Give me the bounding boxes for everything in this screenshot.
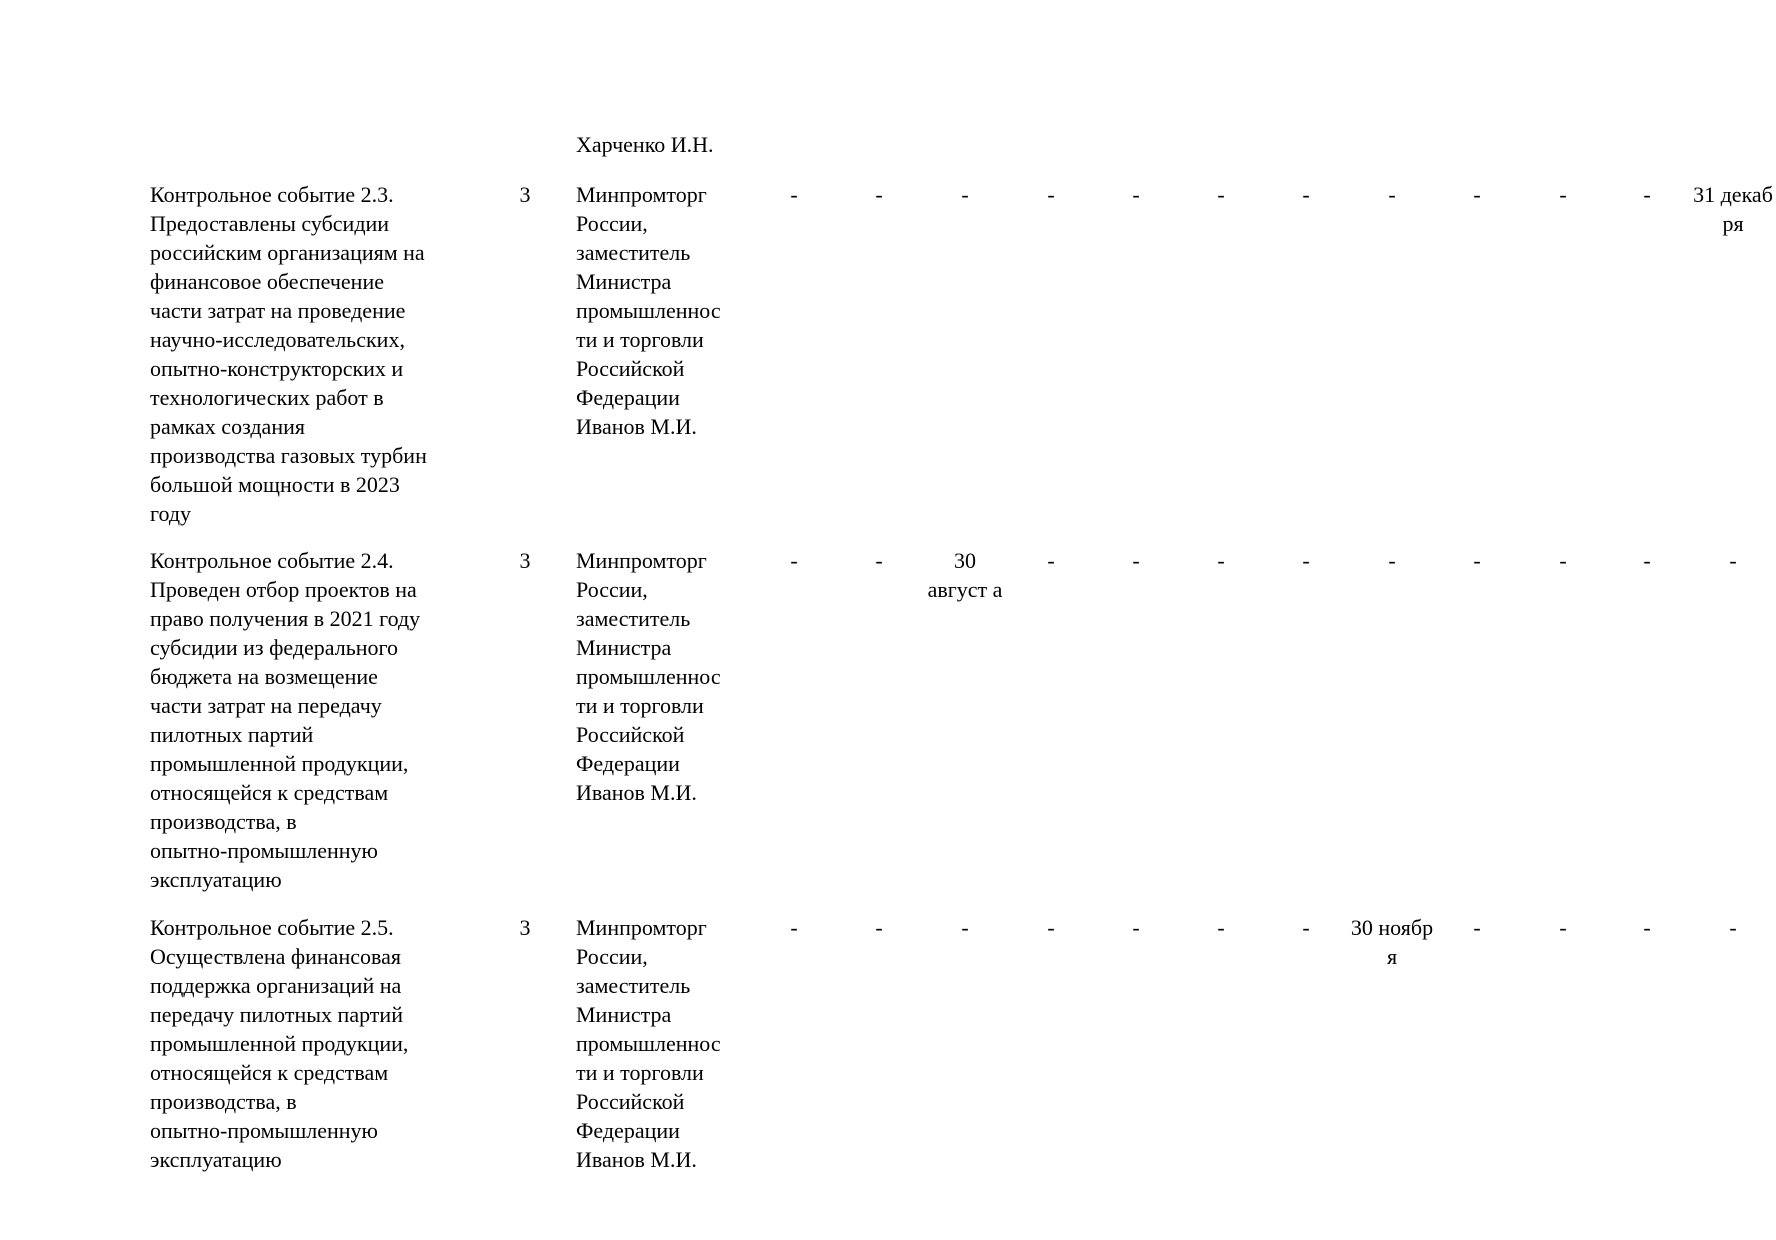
month-cell: - — [1132, 548, 1140, 573]
month-cell: - — [790, 182, 798, 207]
month-cell: - — [1473, 182, 1481, 207]
month-cell: - — [1729, 915, 1737, 940]
month-cell: - — [1559, 915, 1567, 940]
month-cell: - — [1388, 182, 1396, 207]
month-cell: - — [1473, 548, 1481, 573]
event-description: Контрольное событие 2.5. Осуществлена финансовая поддержка организаций на передачу пилотных партий промышленной продукции, относящейся к средствам производства, в опытно-промышленную эксплуатацию — [150, 915, 409, 1172]
event-responsible: Минпромторг России, заместитель Министра промышленнос ти и торговли Российской Федерации Иванов М.И. — [576, 182, 721, 439]
month-cell: - — [1217, 182, 1225, 207]
month-cell: - — [875, 548, 883, 573]
month-cell: 30 ноябр я — [1350, 915, 1434, 969]
month-cell: - — [1473, 915, 1481, 940]
month-cell: - — [961, 915, 969, 940]
responsible-continuation: Харченко И.Н. — [576, 132, 714, 157]
month-cell: - — [1217, 915, 1225, 940]
month-cell: - — [1388, 548, 1396, 573]
event-level: 3 — [519, 548, 531, 573]
event-responsible: Минпромторг России, заместитель Министра промышленнос ти и торговли Российской Федерации Иванов М.И. — [576, 548, 721, 805]
month-cell: - — [875, 915, 883, 940]
month-cell: - — [1302, 548, 1310, 573]
month-cell: - — [1047, 182, 1055, 207]
month-cell: - — [790, 915, 798, 940]
event-level: 3 — [519, 182, 531, 207]
event-description: Контрольное событие 2.3. Предоставлены субсидии российским организациям на финансовое обеспечение части затрат на проведение научно-исследовательских, опытно-конструкторских и технологических работ в рамках создания производства газовых турбин большой мощности в 2023 году — [150, 182, 427, 526]
month-cell: - — [1302, 182, 1310, 207]
month-cell: 31 декаб ря — [1693, 182, 1773, 236]
month-cell: - — [1643, 915, 1651, 940]
event-description: Контрольное событие 2.4. Проведен отбор проектов на право получения в 2021 году субсидии из федерального бюджета на возмещение части затрат на передачу пилотных партий промышленной продукции, относящейся к средствам производства, в опытно-промышленную эксплуатацию — [150, 548, 421, 892]
month-cell: - — [790, 548, 798, 573]
month-cell: - — [1559, 182, 1567, 207]
month-cell: - — [1132, 182, 1140, 207]
month-cell: - — [1302, 915, 1310, 940]
month-cell: - — [961, 182, 969, 207]
event-responsible: Минпромторг России, заместитель Министра промышленнос ти и торговли Российской Федерации Иванов М.И. — [576, 915, 721, 1172]
month-cell: - — [1643, 548, 1651, 573]
month-cell: - — [1643, 182, 1651, 207]
month-cell: - — [875, 182, 883, 207]
month-cell: - — [1047, 915, 1055, 940]
month-cell: - — [1217, 548, 1225, 573]
month-cell: 30 август а — [927, 548, 1003, 602]
month-cell: - — [1047, 548, 1055, 573]
month-cell: - — [1132, 915, 1140, 940]
month-cell: - — [1559, 548, 1567, 573]
month-cell: - — [1729, 548, 1737, 573]
event-level: 3 — [519, 915, 531, 940]
